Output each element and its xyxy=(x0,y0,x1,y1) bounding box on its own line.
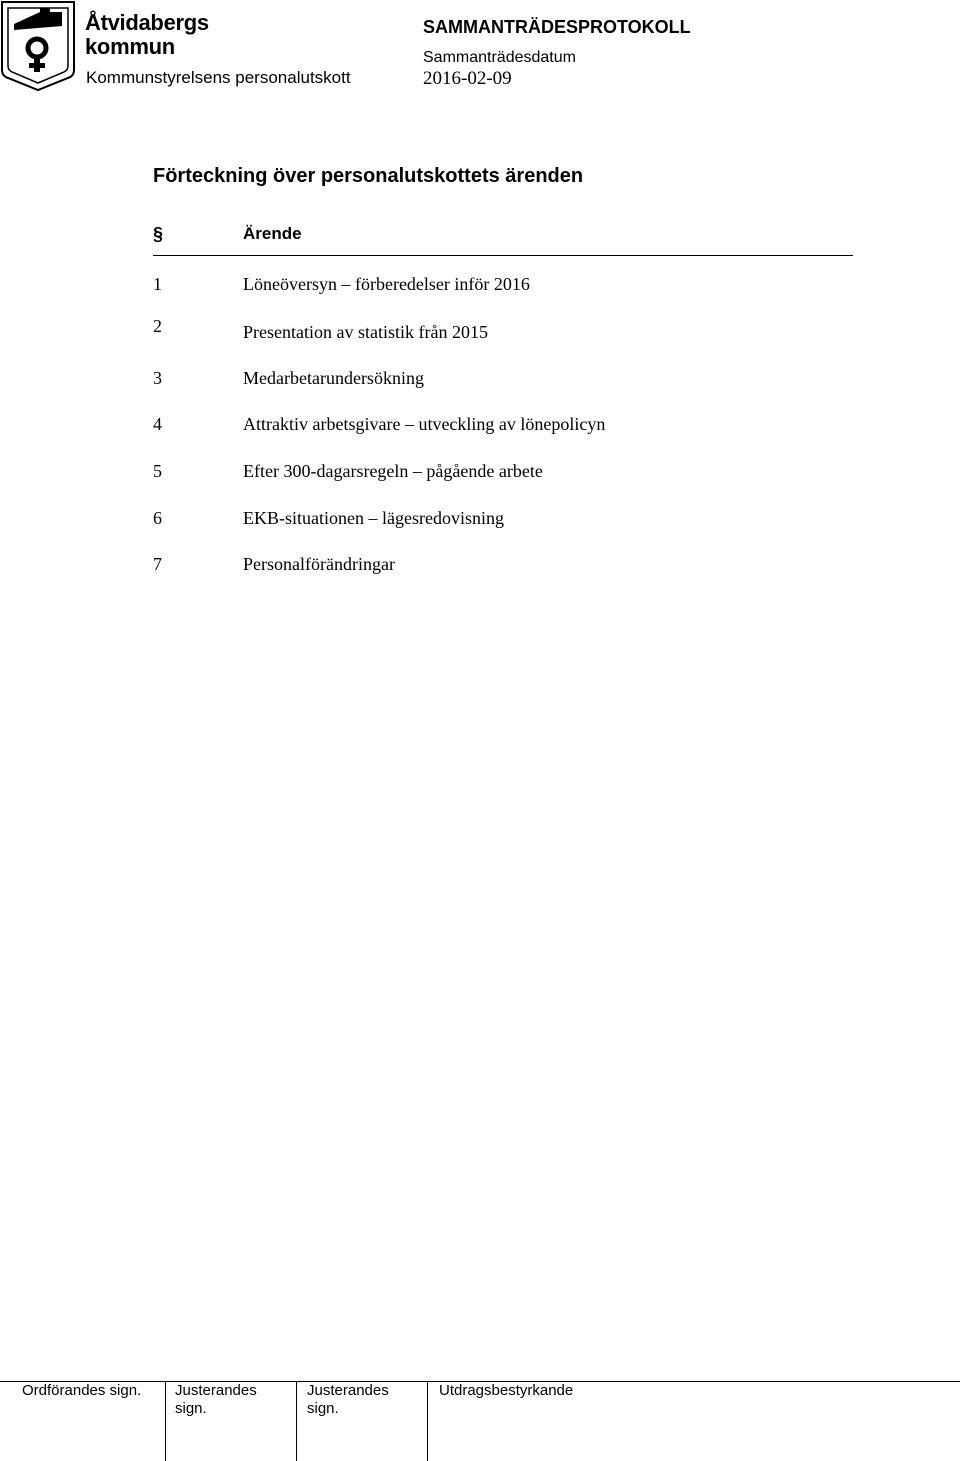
page-title: Förteckning över personalutskottets ärenden xyxy=(153,165,584,187)
agenda-item xyxy=(153,314,853,342)
agenda-item-text: EKB-situationen – lägesredovisning xyxy=(243,508,504,528)
municipal-shield-icon xyxy=(0,0,76,92)
agenda-item-number: 7 xyxy=(153,554,162,574)
agenda-item-number: 5 xyxy=(153,461,162,481)
date-label: Sammanträdesdatum xyxy=(423,49,576,66)
agenda-item-number: 1 xyxy=(153,274,162,294)
footer-column-separator xyxy=(427,1381,428,1461)
column-header-matter: Ärende xyxy=(243,224,302,243)
agenda-item-number: 4 xyxy=(153,414,162,434)
logo xyxy=(0,0,76,92)
agenda-item xyxy=(153,272,853,296)
agenda-item-text: Personalförändringar xyxy=(243,554,395,574)
agenda-item xyxy=(153,506,853,530)
agenda-item xyxy=(153,459,853,483)
extract-certification-box: Utdragsbestyrkande xyxy=(439,1382,574,1399)
agenda-item-text: Löneöversyn – förberedelser inför 2016 xyxy=(243,274,530,294)
footer-column-separator xyxy=(296,1381,297,1461)
agenda-item-text: Medarbetarundersökning xyxy=(243,368,424,388)
footer-column-separator xyxy=(165,1381,166,1461)
agenda-item xyxy=(153,366,853,390)
adjuster-signature-box: Justerandes sign. xyxy=(307,1382,389,1417)
document-type: SAMMANTRÄDESPROTOKOLL xyxy=(423,17,691,37)
committee-name: Kommunstyrelsens personalutskott xyxy=(86,68,351,87)
agenda-item xyxy=(153,552,853,576)
agenda-item-number: 6 xyxy=(153,508,162,528)
column-header-section: § xyxy=(153,224,164,244)
date-value: 2016-02-09 xyxy=(423,68,512,89)
agenda-item-number: 3 xyxy=(153,368,162,388)
agenda-item-text: Attraktiv arbetsgivare – utveckling av lönepolicyn xyxy=(243,414,606,434)
agenda-item-text: Presentation av statistik från 2015 xyxy=(243,322,488,342)
header-divider xyxy=(153,255,853,256)
adjuster-signature-box: Justerandes sign. xyxy=(175,1382,257,1417)
agenda-item-number: 2 xyxy=(153,316,162,336)
org-name-line2: kommun xyxy=(85,34,175,59)
agenda-item-text: Efter 300-dagarsregeln – pågående arbete xyxy=(243,461,543,481)
chair-signature-box: Ordförandes sign. xyxy=(22,1382,142,1399)
org-name: Åtvidabergs xyxy=(85,10,209,35)
agenda-item xyxy=(153,412,853,436)
